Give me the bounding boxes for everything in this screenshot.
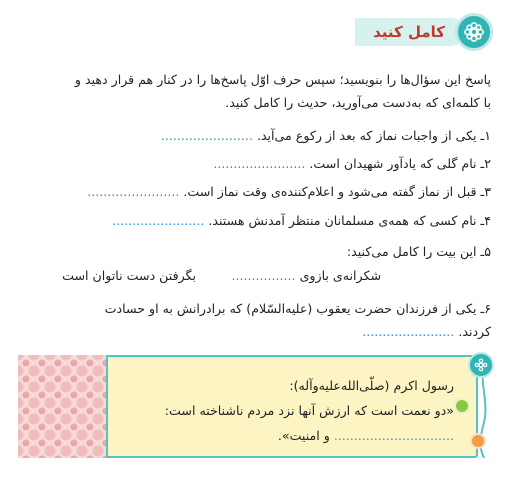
question-6-line-1: ۶ـ یکی از فرزندان حضرت یعقوب (علیه‌السّلام) که برادرانش به او حسادت [104, 301, 491, 316]
answer-blank[interactable]: ....................... [213, 156, 306, 171]
poem-hemistich-1-text: شکرانه‌ی بازوی [299, 268, 381, 283]
answer-blank[interactable]: ....................... [87, 184, 180, 199]
question-text: ۵ـ این بیت را کامل می‌کنید: [346, 244, 491, 259]
answer-blank[interactable]: ....................... [112, 213, 205, 228]
poem-line [19, 268, 491, 290]
decorative-pattern [18, 355, 108, 458]
instructions-line-1: پاسخ این سؤال‌ها را بنویسید؛ سپس حرف اوّل پاسخ‌ها را در کنار هم قرار دهید و [74, 72, 491, 87]
question-6 [19, 297, 491, 343]
section-header [355, 14, 493, 50]
instructions-line-2: با کلمه‌ای که به‌دست می‌آورید، حدیث را کامل کنید. [225, 95, 491, 110]
orange-dot-icon [470, 433, 486, 449]
question-1 [19, 125, 491, 147]
hadith-speaker: رسول اکرم (صلّی‌الله‌علیه‌وآله): [289, 378, 454, 393]
poem-hemistich-1 [231, 268, 381, 283]
question-text: ۳ـ قبل از نماز گفته می‌شود و اعلام‌کننده‌ی وقت نماز است. [183, 184, 491, 199]
question-2 [19, 153, 491, 175]
question-6-line-2 [19, 320, 491, 343]
question-text: ۴ـ نام کسی که همه‌ی مسلمانان منتظر آمدنش هستند. [208, 213, 491, 228]
answer-blank[interactable]: ....................... [160, 128, 253, 143]
hadith-line-2 [165, 423, 454, 448]
hadith-line-1: «دو نعمت است که ارزش آنها نزد مردم ناشناخته است: [164, 403, 454, 418]
question-3 [19, 181, 491, 203]
green-dot-icon [454, 398, 470, 414]
hadith-line-2-end: و امنیت». [277, 428, 330, 443]
hadith-box [18, 355, 478, 458]
flower-icon [455, 13, 493, 51]
poem-answer-blank[interactable]: ................ [231, 268, 296, 283]
poem-hemistich-2: بگرفتن دست ناتوان است [62, 268, 196, 283]
answer-blank[interactable]: ....................... [362, 324, 455, 339]
question-4 [19, 210, 491, 232]
instructions [19, 68, 491, 114]
question-text: ۱ـ یکی از واجبات نماز که بعد از رکوع می‌آید. [256, 128, 491, 143]
question-5 [19, 241, 491, 263]
hadith-text [165, 373, 454, 448]
flower-icon [468, 352, 494, 378]
header-title-pill [355, 18, 465, 46]
hadith-answer-blank[interactable]: .............................. [333, 428, 454, 443]
question-text: کردند. [458, 324, 491, 339]
question-text: ۲ـ نام گلی که یادآور شهیدان است. [309, 156, 491, 171]
page-title: کامل کنید [373, 23, 445, 41]
